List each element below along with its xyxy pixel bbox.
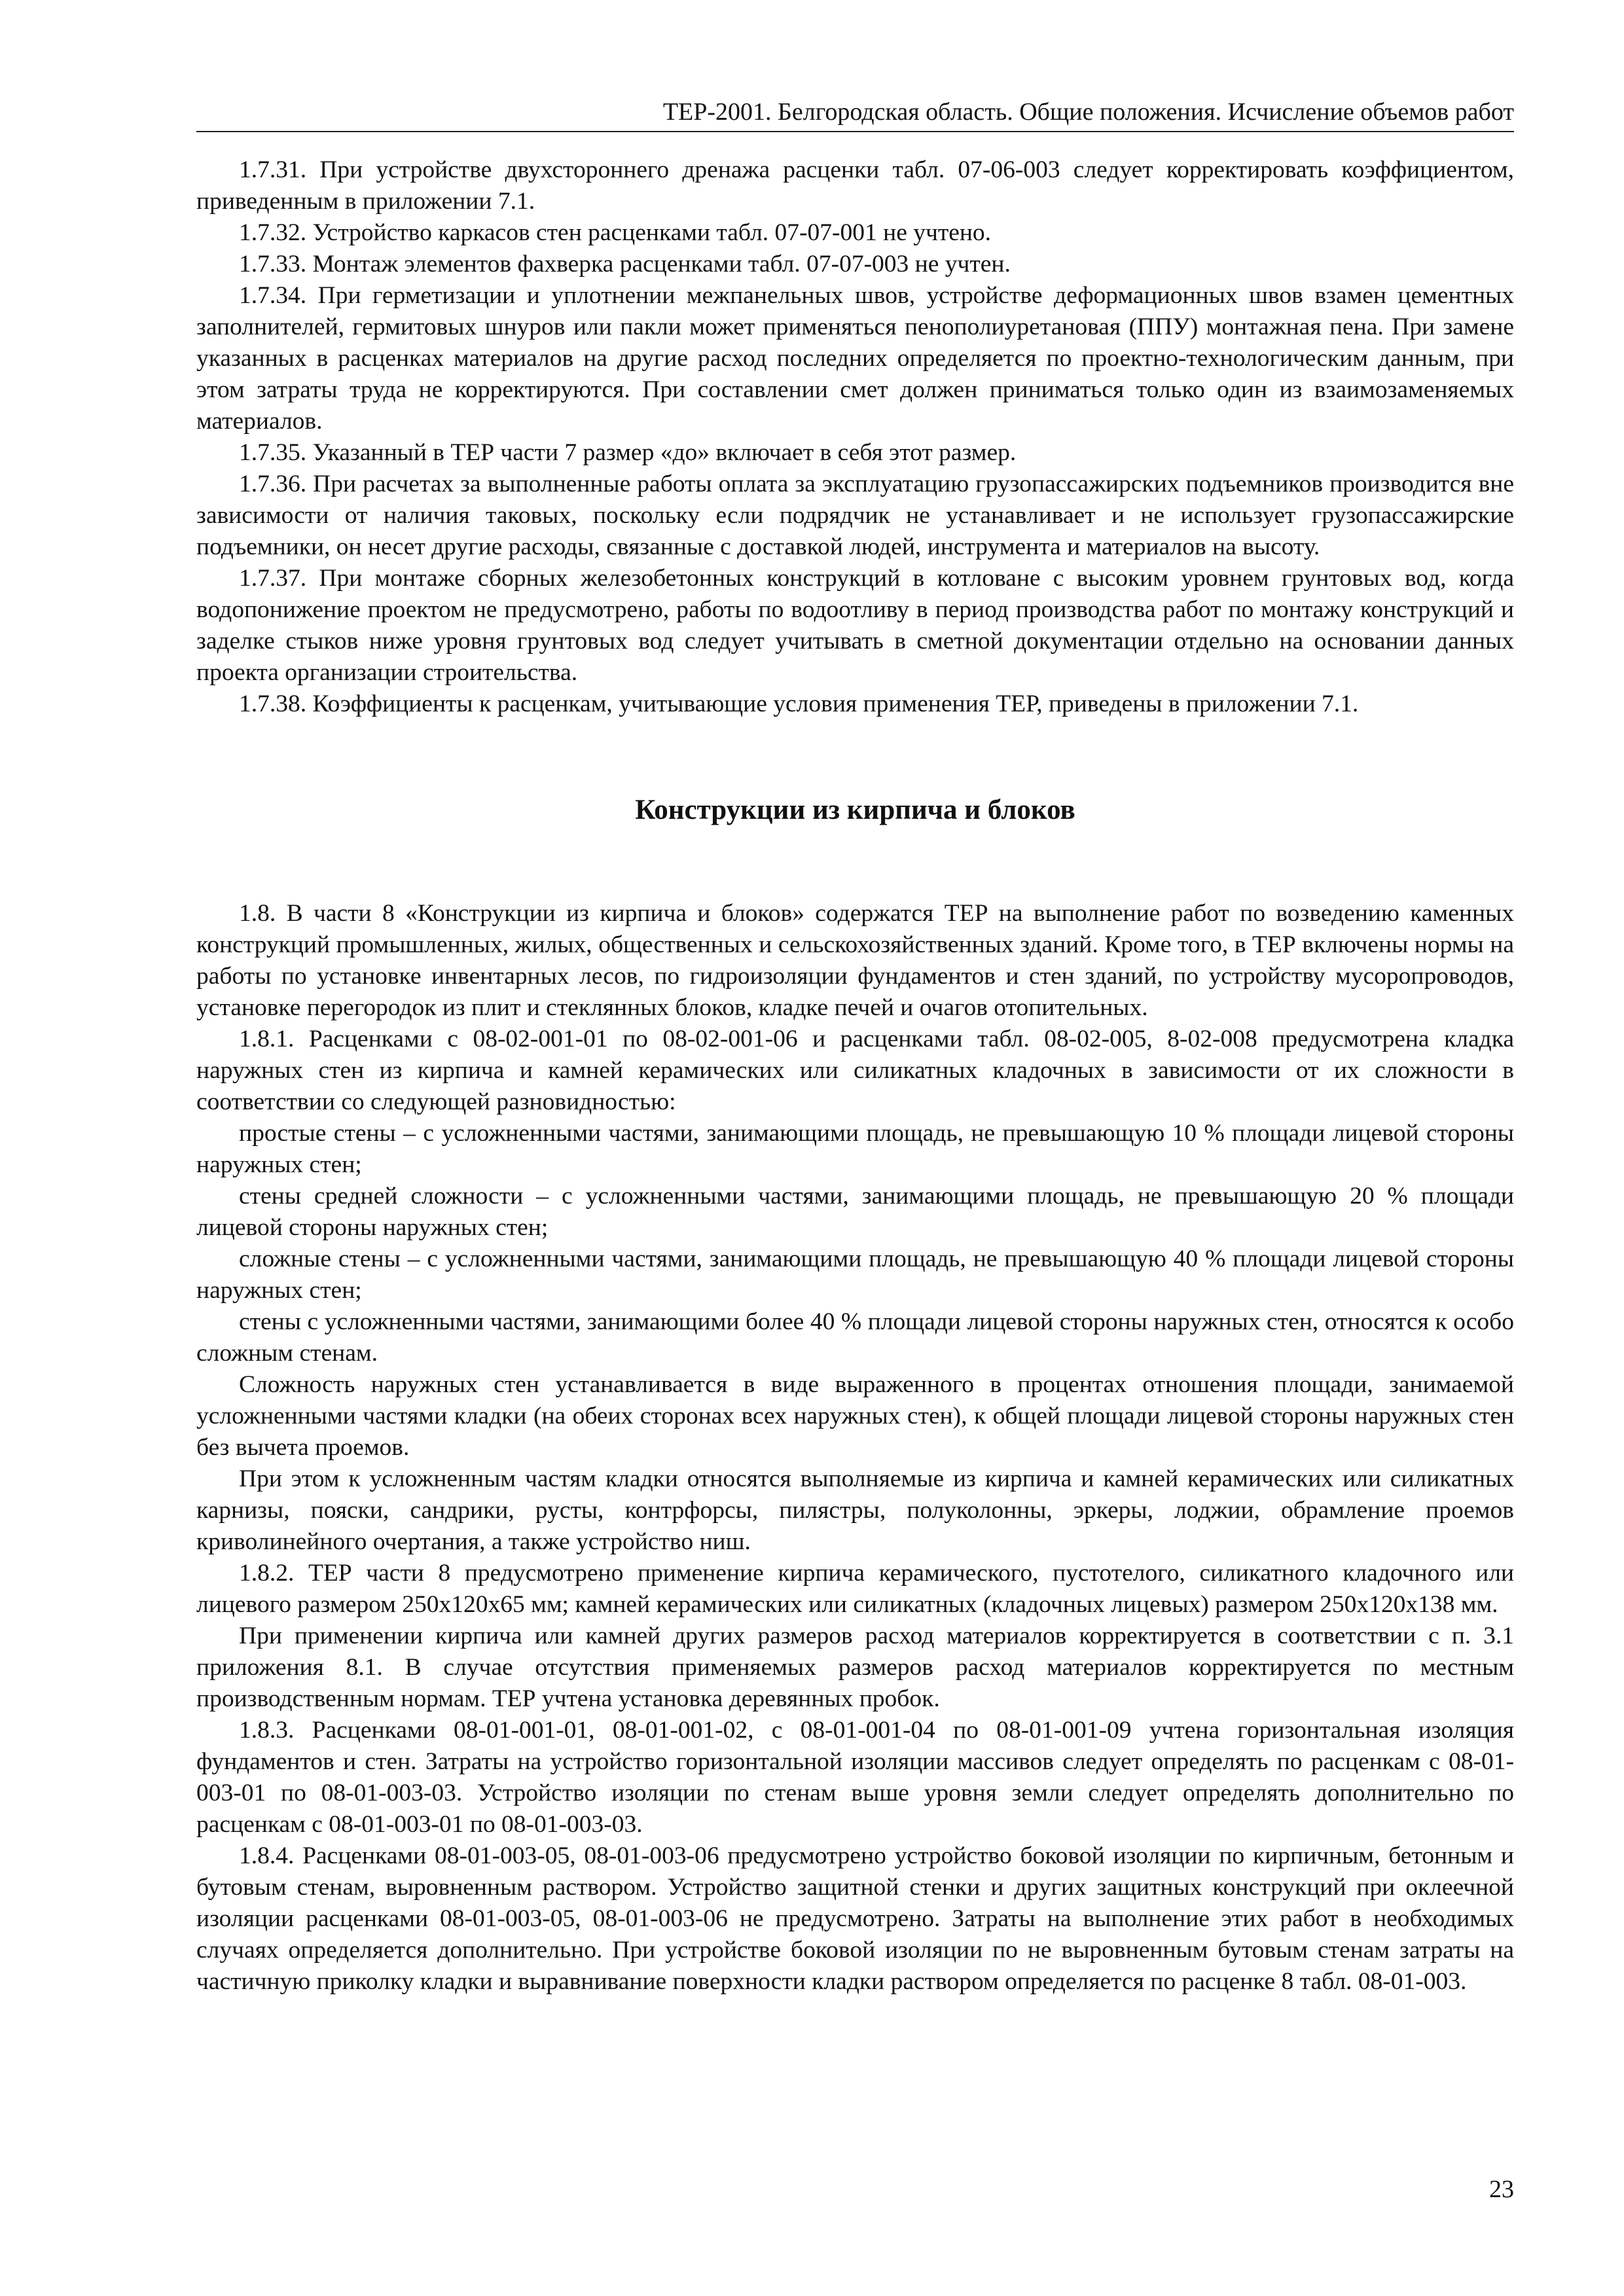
paragraph: 1.7.34. При герметизации и уплотнении межпанельных швов, устройстве деформационных швов взамен цементных заполнителей, гермитовых шнуров или пакли может применяться пенополиуретановая (ППУ) монтажная пена. При замене указанных в расценках материалов на другие расход последних определяется по проектно-технологическим данным, при этом затраты труда не корректируются. При составлении смет должен приниматься только один из взаимозаменяемых материалов. bbox=[196, 282, 1514, 435]
paragraph: При этом к усложненным частям кладки относятся выполняемые из кирпича и камней керамических или силикатных карнизы, пояски, сандрики, русты, контрфорсы, пилястры, полуколонны, эркеры, лоджии, обрамление проемов криволинейного очертания, а также устройство ниш. bbox=[196, 1465, 1514, 1555]
paragraph: 1.8.1. Расценками с 08-02-001-01 по 08-02-001-06 и расценками табл. 08-02-005, 8-02-008 предусмотрена кладка наружных стен из кирпича и камней керамических или силикатных кладочных в зависимости от их сложности в соответствии со следующей разновидностью: bbox=[196, 1026, 1514, 1115]
paragraph: 1.8.4. Расценками 08-01-003-05, 08-01-003-06 предусмотрено устройство боковой изоляции по кирпичным, бетонным и бутовым стенам, выровненным раствором. Устройство защитной стенки и других защитных конструкций при оклеечной изоляции расценками 08-01-003-05, 08-01-003-06 не предусмотрено. Затраты на выполнение этих работ в необходимых случаях определяется дополнительно. При устройстве боковой изоляции по не выровненным бутовым стенам затраты на частичную приколку кладки и выравнивание поверхности кладки раствором определяется по расценке 8 табл. 08-01-003. bbox=[196, 1842, 1514, 1995]
page-number: 23 bbox=[1489, 2176, 1514, 2203]
paragraph: простые стены – с усложненными частями, занимающими площадь, не превышающую 10 % площади лицевой стороны наружных стен; bbox=[196, 1120, 1514, 1178]
paragraph: 1.7.38. Коэффициенты к расценкам, учитывающие условия применения ТЕР, приведены в приложении 7.1. bbox=[239, 691, 1359, 717]
paragraph: 1.8.3. Расценками 08-01-001-01, 08-01-001-02, с 08-01-001-04 по 08-01-001-09 учтена горизонтальная изоляция фундаментов и стен. Затраты на устройство горизонтальной изоляции массивов следует определять по расценкам с 08-01-003-01 по 08-01-003-03. Устройство изоляции по стенам выше уровня земли следует определять дополнительно по расценкам с 08-01-003-01 по 08-01-003-03. bbox=[196, 1717, 1514, 1838]
paragraph: 1.8.2. ТЕР части 8 предусмотрено применение кирпича керамического, пустотелого, силикатного кладочного или лицевого размером 250x120x65 мм; камней керамических или силикатных (кладочных лицевых) размером 250x120x138 мм. bbox=[196, 1560, 1514, 1618]
section-heading: Конструкции из кирпича и блоков bbox=[635, 795, 1075, 825]
paragraph: 1.7.31. При устройстве двухстороннего дренажа расценки табл. 07-06-003 следует корректировать коэффициентом, приведенным в приложении 7.1. bbox=[196, 156, 1514, 215]
paragraph: 1.7.37. При монтаже сборных железобетонных конструкций в котловане с высоким уровнем грунтовых вод, когда водопонижение проектом не предусмотрено, работы по водоотливу в период производства работ по монтажу конструкций и заделке стыков ниже уровня грунтовых вод следует учитывать в сметной документации отдельно на основании данных проекта организации строительства. bbox=[196, 565, 1514, 686]
paragraph: При применении кирпича или камней других размеров расход материалов корректируется в соответствии с п. 3.1 приложения 8.1. В случае отсутствия применяемых размеров расход материалов корректируется по местным производственным нормам. ТЕР учтена установка деревянных пробок. bbox=[196, 1623, 1514, 1712]
paragraph: 1.7.32. Устройство каркасов стен расценками табл. 07-07-001 не учтено. bbox=[239, 219, 992, 246]
paragraph: 1.7.35. Указанный в ТЕР части 7 размер «до» включает в себя этот размер. bbox=[239, 439, 1017, 466]
paragraph: стены с усложненными частями, занимающими более 40 % площади лицевой стороны наружных стен, относятся к особо сложным стенам. bbox=[196, 1308, 1514, 1367]
paragraph: 1.7.33. Монтаж элементов фахверка расценками табл. 07-07-003 не учтен. bbox=[239, 251, 1011, 278]
paragraph: Сложность наружных стен устанавливается в виде выраженного в процентах отношения площади, занимаемой усложненными частями кладки (на обеих сторонах всех наружных стен), к общей площади лицевой стороны наружных стен без вычета проемов. bbox=[196, 1371, 1514, 1461]
paragraph: 1.8. В части 8 «Конструкции из кирпича и блоков» содержатся ТЕР на выполнение работ по возведению каменных конструкций промышленных, жилых, общественных и сельскохозяйственных зданий. Кроме того, в ТЕР включены нормы на работы по установке инвентарных лесов, по гидроизоляции фундаментов и стен зданий, по устройству мусоропроводов, установке перегородок из плит и стеклянных блоков, кладке печей и очагов отопительных. bbox=[196, 900, 1514, 1021]
running-header: ТЕР-2001. Белгородская область. Общие положения. Исчисление объемов работ bbox=[196, 97, 1514, 132]
body-text bbox=[196, 154, 1514, 1998]
paragraph: стены средней сложности – с усложненными частями, занимающими площадь, не превышающую 20 % площади лицевой стороны наружных стен; bbox=[196, 1183, 1514, 1241]
paragraph: 1.7.36. При расчетах за выполненные работы оплата за эксплуатацию грузопассажирских подъемников производится вне зависимости от наличия таковых, поскольку если подрядчик не устанавливает и не использует грузопассажирские подъемники, он несет другие расходы, связанные с доставкой людей, инструмента и материалов на высоту. bbox=[196, 471, 1514, 560]
paragraph: сложные стены – с усложненными частями, занимающими площадь, не превышающую 40 % площади лицевой стороны наружных стен; bbox=[196, 1246, 1514, 1304]
